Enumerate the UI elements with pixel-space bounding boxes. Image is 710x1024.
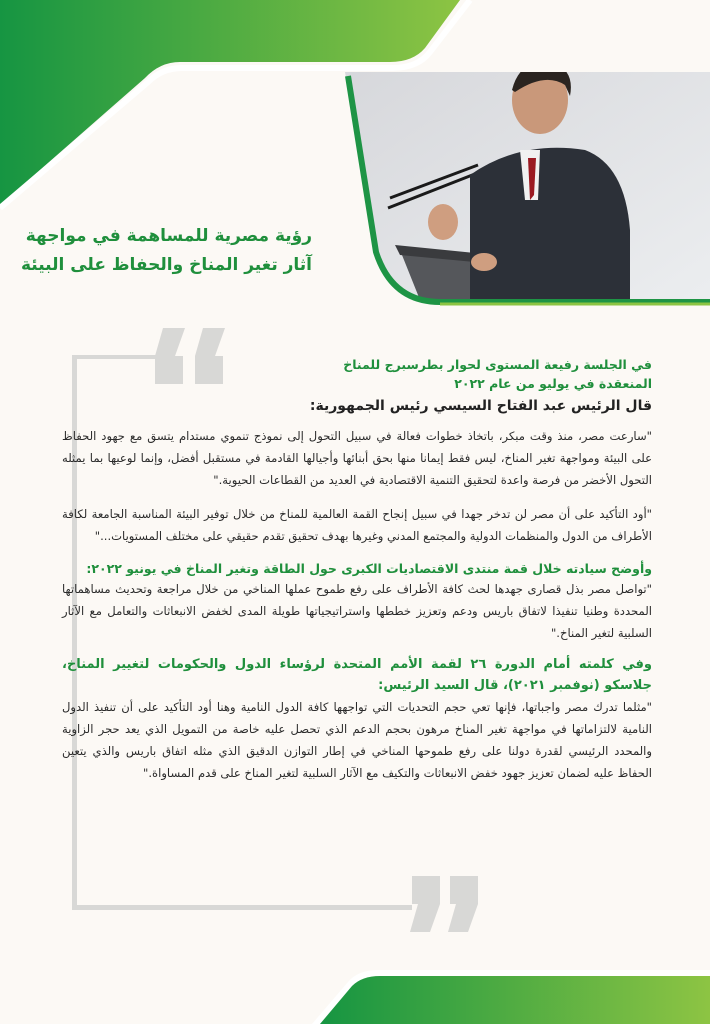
quote-frame-bottom xyxy=(72,905,412,910)
section-2-quote: "تواصل مصر بذل قصارى جهدها لحث كافة الأطراف على رفع طموح عملها المناخي من خلال مراجعة وتحديث مساهماتها المحددة وطنيا تنفيذا لاتفاق باريس ودعم وتعزيز خططها واستراتيجياتها طويلة المدى لخفض الانبعاثات والتعامل مع الآثار السلبية لتغير المناخ." xyxy=(62,582,652,640)
bottom-green-band xyxy=(320,976,710,1024)
event-heading-line-1: في الجلسة رفيعة المستوى لحوار بطرسبرج للمناخ xyxy=(343,357,652,372)
speaker-attribution: قال الرئيس عبد الفتاح السيسي رئيس الجمهورية: xyxy=(309,398,652,414)
title-line-1: رؤية مصرية للمساهمة في مواجهة xyxy=(25,226,312,246)
close-quote-icon xyxy=(410,876,482,936)
quote-paragraph-2: "أود التأكيد على أن مصر لن تدخر جهدا في سبيل إنجاح القمة العالمية للمناخ من خلال توفير البيئة المناسبة الجامعة لكافة الأطراف من الدول والمنظمات الدولية والمجتمع المدني وغيرها بهدف تحقيق تقدم حقيقي على مختلف المستويات..." xyxy=(62,507,652,543)
section-3-quote: "مثلما تدرك مصر واجباتها، فإنها تعي حجم التحديات التي تواجهها كافة الدول النامية وهنا أود التأكيد على أن تنفيذ الدول النامية لالتزاماتها في مواجهة تغير المناخ مرهون بحجم الدعم الذي تحصل عليه خاصة من التمويل الذي يعد حجر الزاوية والمحدد الرئيسي لقدرة دولنا على رفع طموحها المناخي في إطار التوازن الدقيق الذي مثله اتفاق باريس والذي يتعين الحفاظ عليه لضمان تعزيز جهود خفض الانبعاثات والتكيف مع الآثار السلبية لتغير المناخ على قدم المساواة." xyxy=(62,700,652,780)
article-body xyxy=(62,355,652,796)
title-line-2: آثار تغير المناخ والحفاظ على البيئة xyxy=(20,255,312,275)
section-3-heading: وفي كلمته أمام الدورة ٢٦ لقمة الأمم المتحدة لرؤساء الدول والحكومات لتغيير المناخ، جلاسكو (نوفمبر ٢٠٢١)، قال السيد الرئيس: xyxy=(62,657,652,693)
event-heading-line-2: المنعقدة في يوليو من عام ٢٠٢٢ xyxy=(454,376,652,391)
footer-decoration xyxy=(0,960,710,1024)
page-title xyxy=(12,222,312,280)
section-2-heading: وأوضح سيادته خلال قمة منتدى الاقتصاديات الكبرى حول الطاقة وتغير المناخ في يونيو ٢٠٢٢: xyxy=(86,561,652,576)
president-photo xyxy=(340,60,710,310)
quote-paragraph-1: "سارعت مصر، منذ وقت مبكر، باتخاذ خطوات فعالة في سبيل التحول إلى نموذج تنموي مستدام يتسق مع جهود الحفاظ على البيئة ومواجهة تغير المناخ، ليس فقط إيمانا منها بحق أبنائها وأجيالها القادمة في مستقبل أفضل، وإنما لوعيها بما يمثله التحول الأخضر من فرصة واعدة لتحقيق التنمية الاقتصادية في العديد من القطاعات الحيوية." xyxy=(62,429,652,487)
